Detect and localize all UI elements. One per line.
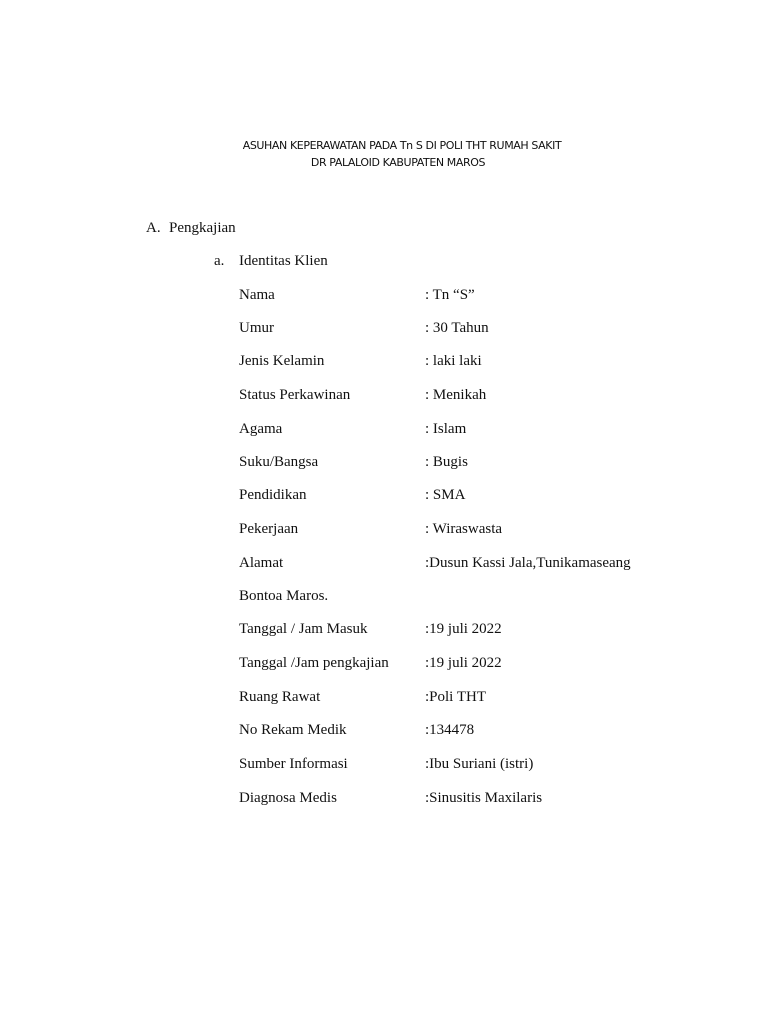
field-value-nama: : Tn “S” [425, 287, 475, 303]
field-label-tanggal-jam-masuk: Tanggal / Jam Masuk [239, 621, 368, 637]
section-label: Pengkajian [169, 220, 236, 236]
field-label-alamat: Alamat [239, 555, 284, 571]
field-label-ruang-rawat: Ruang Rawat [239, 689, 321, 705]
field-value-alamat: :Dusun Kassi Jala,Tunikamaseang [425, 555, 631, 571]
field-label-agama: Agama [239, 421, 283, 437]
field-label-sumber-informasi: Sumber Informasi [239, 756, 348, 772]
field-label-pekerjaan: Pekerjaan [239, 521, 299, 537]
section-heading [146, 220, 236, 237]
field-label-alamat-continued: Bontoa Maros. [239, 588, 329, 604]
field-value-diagnosa-medis: :Sinusitis Maxilaris [425, 790, 543, 806]
field-value-agama: : Islam [425, 421, 467, 437]
field-label-jenis-kelamin: Jenis Kelamin [239, 353, 325, 369]
field-label-no-rekam-medik: No Rekam Medik [239, 722, 347, 738]
section-marker: A. [146, 220, 161, 236]
subsection-marker: a. [214, 253, 225, 269]
field-value-no-rekam-medik: :134478 [425, 722, 475, 738]
field-value-pekerjaan: : Wiraswasta [425, 521, 503, 537]
field-label-suku-bangsa: Suku/Bangsa [239, 454, 319, 470]
field-label-umur: Umur [239, 320, 274, 336]
field-value-pendidikan: : SMA [425, 487, 466, 503]
field-label-pendidikan: Pendidikan [239, 487, 307, 503]
field-value-ruang-rawat: :Poli THT [425, 689, 486, 705]
field-label-diagnosa-medis: Diagnosa Medis [239, 790, 337, 806]
field-label-tanggal-jam-pengkajian: Tanggal /Jam pengkajian [239, 655, 389, 671]
subsection-heading [214, 253, 328, 270]
field-label-nama: Nama [239, 287, 275, 303]
field-value-tanggal-jam-pengkajian: :19 juli 2022 [425, 655, 502, 671]
document-title-line-1: ASUHAN KEPERAWATAN PADA Tn S DI POLI THT RUMAH SAKIT [242, 139, 562, 152]
field-label-status-perkawinan: Status Perkawinan [239, 387, 351, 403]
field-value-status-perkawinan: : Menikah [425, 387, 487, 403]
field-value-sumber-informasi: :Ibu Suriani (istri) [425, 756, 534, 772]
field-value-jenis-kelamin: : laki laki [425, 353, 482, 369]
field-value-suku-bangsa: : Bugis [425, 454, 468, 470]
document-title-line-2: DR PALALOID KABUPATEN MAROS [310, 156, 486, 169]
field-value-umur: : 30 Tahun [425, 320, 489, 336]
field-value-tanggal-jam-masuk: :19 juli 2022 [425, 621, 502, 637]
subsection-label: Identitas Klien [239, 253, 328, 269]
